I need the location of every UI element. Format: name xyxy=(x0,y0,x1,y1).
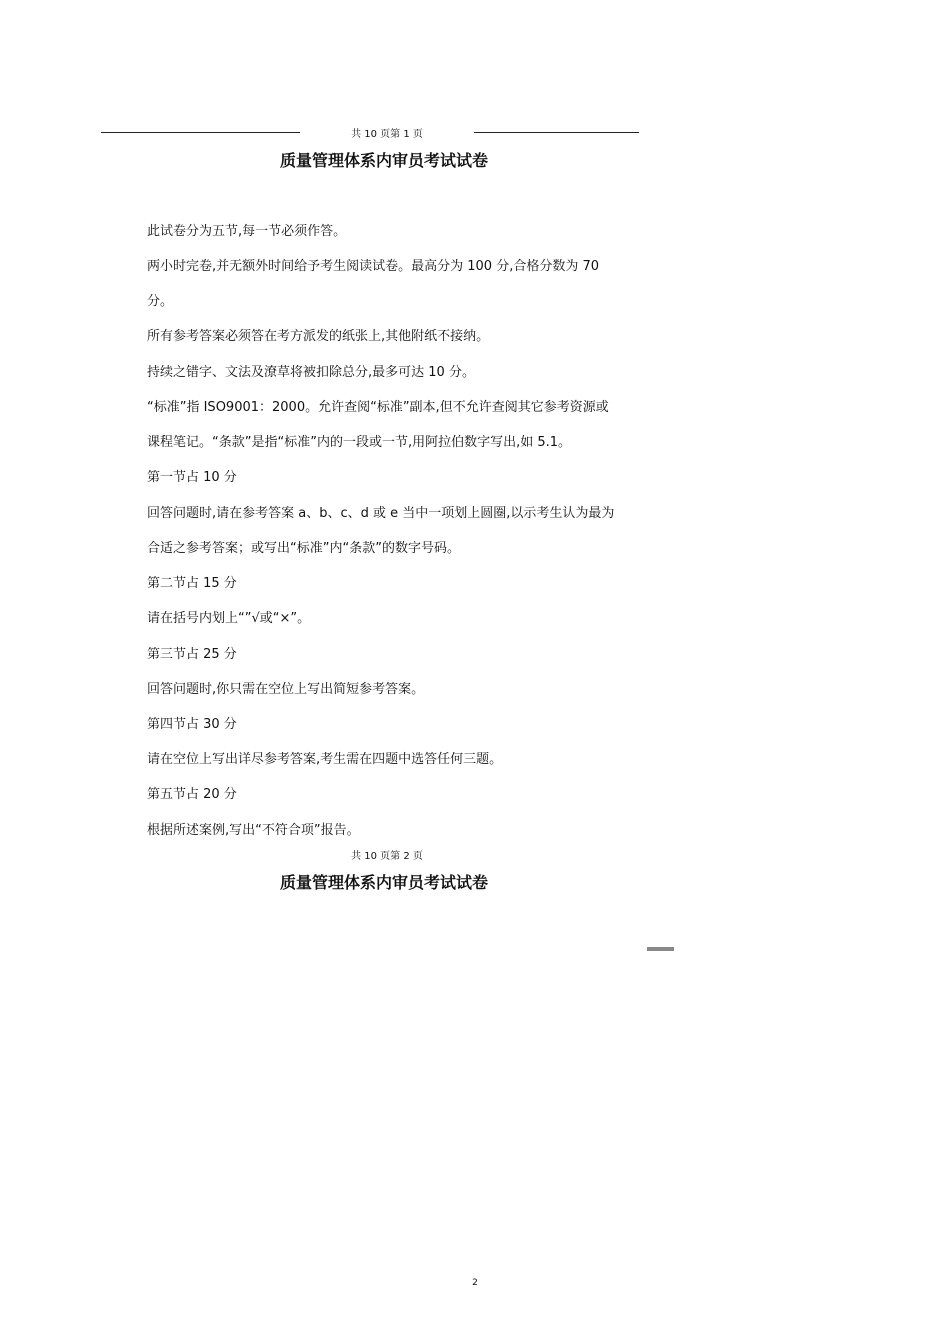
page-count-label: 共 10 页第 1 页 xyxy=(300,129,474,141)
instruction-line: “标准”指 ISO9001：2000。允许查阅“标准”副本,但不允许查阅其它参考资源或 xyxy=(147,400,609,415)
page-title: 质量管理体系内审员考试试卷 xyxy=(279,873,488,892)
grey-marker xyxy=(647,947,674,951)
instruction-line: 请在括号内划上“”√或“×”。 xyxy=(147,611,311,626)
footer-page-number: 2 xyxy=(472,1278,478,1288)
section-heading: 第二节占 15 分 xyxy=(147,576,237,591)
instruction-line: 请在空位上写出详尽参考答案,考生需在四题中选答任何三题。 xyxy=(147,752,503,767)
instruction-line: 持续之错字、文法及潦草将被扣除总分,最多可达 10 分。 xyxy=(147,365,475,380)
instruction-line: 合适之参考答案；或写出“标准”内“条款”的数字号码。 xyxy=(147,541,460,556)
page-title: 质量管理体系内审员考试试卷 xyxy=(279,151,488,170)
section-heading: 第三节占 25 分 xyxy=(147,647,237,662)
section-heading: 第四节占 30 分 xyxy=(147,717,237,732)
instruction-line: 分。 xyxy=(147,294,174,309)
page-count-label: 共 10 页第 2 页 xyxy=(300,851,474,863)
section-heading: 第五节占 20 分 xyxy=(147,787,237,802)
instruction-line: 根据所述案例,写出“不符合项”报告。 xyxy=(147,823,360,838)
instruction-line: 回答问题时,请在参考答案 a、b、c、d 或 e 当中一项划上圆圈,以示考生认为最为 xyxy=(147,506,615,521)
instruction-line: 回答问题时,你只需在空位上写出简短参考答案。 xyxy=(147,682,425,697)
instruction-line: 课程笔记。“条款”是指“标准”内的一段或一节,用阿拉伯数字写出,如 5.1。 xyxy=(147,435,572,450)
section-heading: 第一节占 10 分 xyxy=(147,470,237,485)
instruction-line: 此试卷分为五节,每一节必须作答。 xyxy=(147,224,347,239)
instruction-line: 两小时完卷,并无额外时间给予考生阅读试卷。最高分为 100 分,合格分数为 70 xyxy=(147,259,600,274)
instruction-line: 所有参考答案必须答在考方派发的纸张上,其他附纸不接纳。 xyxy=(147,329,490,344)
